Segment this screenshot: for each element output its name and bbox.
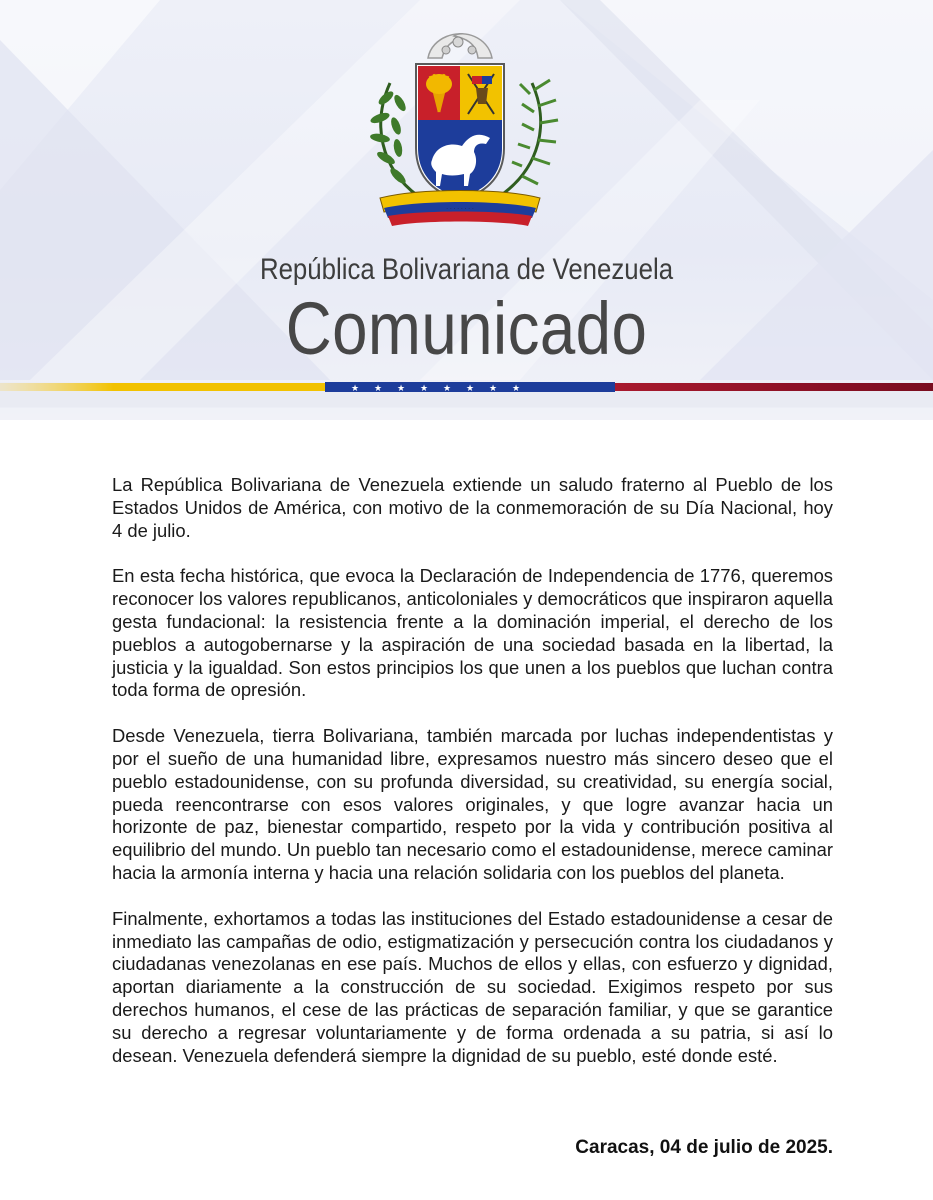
paragraph-2: En esta fecha histórica, que evoca la Declaración de Independencia de 1776, queremos reconocer los valores republicanos, anticoloniales y democráticos que inspiraron aquella gesta fundacional: la resistencia frente a la dominación imperial, el derecho de los pueblos a autogobernarse y la aspiración de una sociedad basada en la libertad, la justicia y la igualdad. Son estos principios los que unen a los pueblos que luchan contra toda forma de opresión. bbox=[112, 565, 833, 701]
svg-text:★: ★ bbox=[465, 384, 475, 394]
svg-text:★: ★ bbox=[350, 384, 360, 394]
svg-text:★: ★ bbox=[511, 384, 521, 394]
svg-text:★: ★ bbox=[488, 384, 498, 394]
country-name: República Bolivariana de Venezuela bbox=[259, 253, 674, 286]
communique-body bbox=[112, 474, 833, 1090]
venezuela-coat-of-arms-icon bbox=[350, 28, 570, 238]
header-banner bbox=[0, 0, 933, 420]
svg-text:★: ★ bbox=[442, 384, 452, 394]
page-title: Comunicado bbox=[285, 287, 648, 370]
svg-text:· · · · · · · ·: · · · · · · · · bbox=[446, 206, 474, 212]
svg-text:★: ★ bbox=[396, 384, 406, 394]
svg-text:★: ★ bbox=[373, 384, 383, 394]
date-place-signature: Caracas, 04 de julio de 2025. bbox=[575, 1137, 833, 1158]
paragraph-4: Finalmente, exhortamos a todas las instituciones del Estado estadounidense a cesar de inmediato las campañas de odio, estigmatización y persecución contra los ciudadanos y ciudadanas venezolanas en ese país. Muchos de ellos y ellas, con esfuerzo y dignidad, aportan diariamente a la construcción de su sociedad. Exigimos respeto por sus derechos humanos, el cese de las prácticas de separación familiar, y que se garantice su derecho a regresar voluntariamente y de forma ordenada a su patria, si así lo desean. Venezuela defenderá siempre la dignidad de su pueblo, esté donde esté. bbox=[112, 907, 833, 1066]
paragraph-1: La República Bolivariana de Venezuela extiende un saludo fraterno al Pueblo de los Estados Unidos de América, con motivo de la conmemoración de su Día Nacional, hoy 4 de julio. bbox=[112, 474, 833, 541]
paragraph-3: Desde Venezuela, tierra Bolivariana, también marcada por luchas independentistas y por el sueño de una humanidad libre, expresamos nuestro más sincero deseo que el pueblo estadounidense, con su profunda diversidad, su creatividad, su energía social, pueda reencontrarse con esos valores originales, y que logre avanzar hacia un horizonte de paz, bienestar compartido, respeto por la vida y contribución positiva al equilibrio del mundo. Un pueblo tan necesario como el estadounidense, merece caminar hacia la armonía interna y hacia una relación solidaria con los pueblos del planeta. bbox=[112, 725, 833, 883]
svg-text:★: ★ bbox=[419, 384, 429, 394]
flag-color-bar bbox=[0, 380, 933, 394]
